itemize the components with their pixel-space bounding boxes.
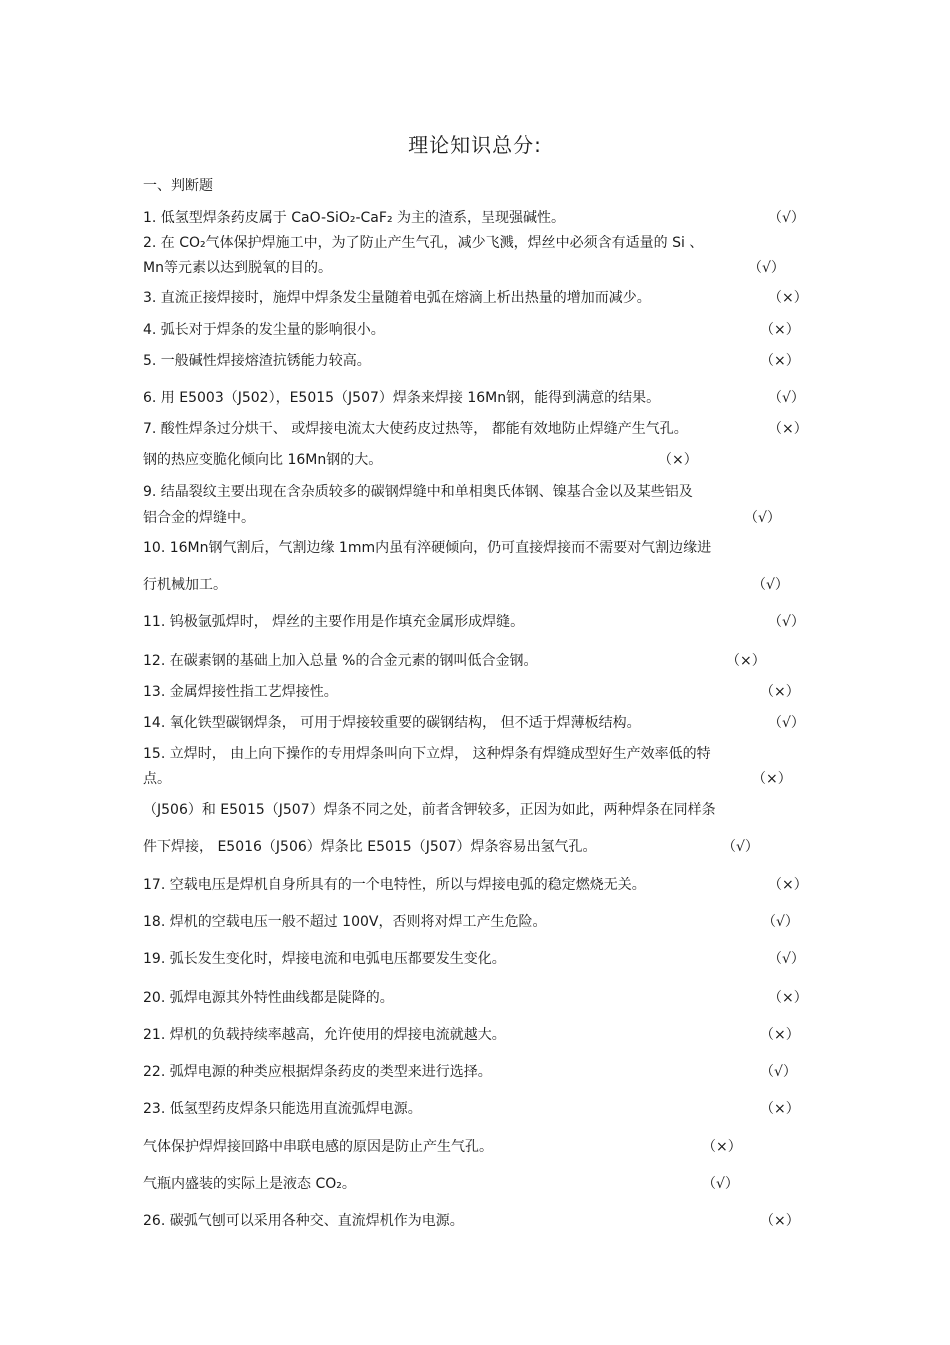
question-line: 14. 氧化铁型碳钢焊条， 可用于焊接较重要的碳钢结构， 但不适于焊薄板结构。 [143,715,641,731]
answer-mark: （×） [752,771,792,787]
question-line: 2. 在 CO₂气体保护焊施工中，为了防止产生气孔，减少飞溅，焊丝中必须含有适量的 Si 、 [143,235,704,251]
question-line: 22. 弧焊电源的种类应根据焊条药皮的类型来进行选择。 [143,1064,492,1080]
question-line: 气瓶内盛装的实际上是液态 CO₂。 [143,1176,356,1192]
question-line: 11. 钨极氩弧焊时， 焊丝的主要作用是作填充金属形成焊缝。 [143,614,525,630]
question-line: 点。 [143,771,171,787]
answer-mark: （√） [722,839,759,855]
question-line: Mn等元素以达到脱氧的目的。 [143,260,332,276]
question-line: 9. 结晶裂纹主要出现在含杂质较多的碳钢焊缝中和单相奥氏体钢、镍基合金以及某些铝及 [143,484,693,500]
question-line: 23. 低氢型药皮焊条只能选用直流弧焊电源。 [143,1101,422,1117]
answer-mark: （×） [760,353,800,369]
answer-mark: （×） [768,990,808,1006]
question-line: 15. 立焊时， 由上向下操作的专用焊条叫向下立焊， 这种焊条有焊缝成型好生产效率低的特 [143,746,711,762]
question-line: 18. 焊机的空载电压一般不超过 100V，否则将对焊工产生危险。 [143,914,547,930]
answer-mark: （×） [760,1027,800,1043]
question-line: 6. 用 E5003（J502），E5015（J507）焊条来焊接 16Mn钢，能得到满意的结果。 [143,390,661,406]
answer-mark: （√） [762,914,799,930]
answer-mark: （√） [768,390,805,406]
answer-mark: （×） [768,421,808,437]
question-line: 7. 酸性焊条过分烘干、 或焊接电流太大使药皮过热等， 都能有效地防止焊缝产生气孔。 [143,421,688,437]
question-line: 件下焊接， E5016（J506）焊条比 E5015（J507）焊条容易出氢气孔。 [143,839,597,855]
question-line: 气体保护焊焊接回路中串联电感的原因是防止产生气孔。 [143,1139,493,1155]
answer-mark: （√） [748,260,785,276]
answer-mark: （×） [760,322,800,338]
section-heading: 一、判断题 [143,178,213,194]
question-line: 钢的热应变脆化倾向比 16Mn钢的大。 [143,452,383,468]
question-line: 19. 弧长发生变化时，焊接电流和电弧电压都要发生变化。 [143,951,506,967]
question-line: 17. 空载电压是焊机自身所具有的一个电特性，所以与焊接电弧的稳定燃烧无关。 [143,877,646,893]
answer-mark: （√） [702,1176,739,1192]
answer-mark: （×） [702,1139,742,1155]
answer-mark: （×） [726,653,766,669]
answer-mark: （×） [760,1101,800,1117]
question-line: 行机械加工。 [143,577,227,593]
answer-mark: （×） [768,290,808,306]
answer-mark: （√） [768,210,805,226]
question-line: 13. 金属焊接性指工艺焊接性。 [143,684,338,700]
question-line: 5. 一般碱性焊接熔渣抗锈能力较高。 [143,353,371,369]
answer-mark: （×） [760,1213,800,1229]
answer-mark: （×） [658,452,698,468]
question-line: （J506）和 E5015（J507）焊条不同之处，前者含钾较多，正因为如此，两种焊条在同样条 [143,802,716,818]
question-line: 20. 弧焊电源其外特性曲线都是陡降的。 [143,990,394,1006]
answer-mark: （√） [768,614,805,630]
question-line: 4. 弧长对于焊条的发尘量的影响很小。 [143,322,385,338]
answer-mark: （×） [760,684,800,700]
answer-mark: （√） [744,510,781,526]
question-line: 铝合金的焊缝中。 [143,510,255,526]
question-line: 3. 直流正接焊接时，施焊中焊条发尘量随着电弧在熔滴上析出热量的增加而减少。 [143,290,651,306]
question-line: 26. 碳弧气刨可以采用各种交、直流焊机作为电源。 [143,1213,464,1229]
page-title: 理论知识总分: [408,133,542,157]
answer-mark: （√） [768,715,805,731]
answer-mark: （×） [768,877,808,893]
answer-mark: （√） [760,1064,797,1080]
question-line: 1. 低氢型焊条药皮属于 CaO-SiO₂-CaF₂ 为主的渣系，呈现强碱性。 [143,210,566,226]
question-line: 10. 16Mn钢气割后，气割边缘 1mm内虽有淬硬倾向，仍可直接焊接而不需要对气割边缘进 [143,540,712,556]
question-line: 21. 焊机的负载持续率越高，允许使用的焊接电流就越大。 [143,1027,506,1043]
answer-mark: （√） [752,577,789,593]
answer-mark: （√） [768,951,805,967]
question-line: 12. 在碳素钢的基础上加入总量 %的合金元素的钢叫低合金钢。 [143,653,538,669]
